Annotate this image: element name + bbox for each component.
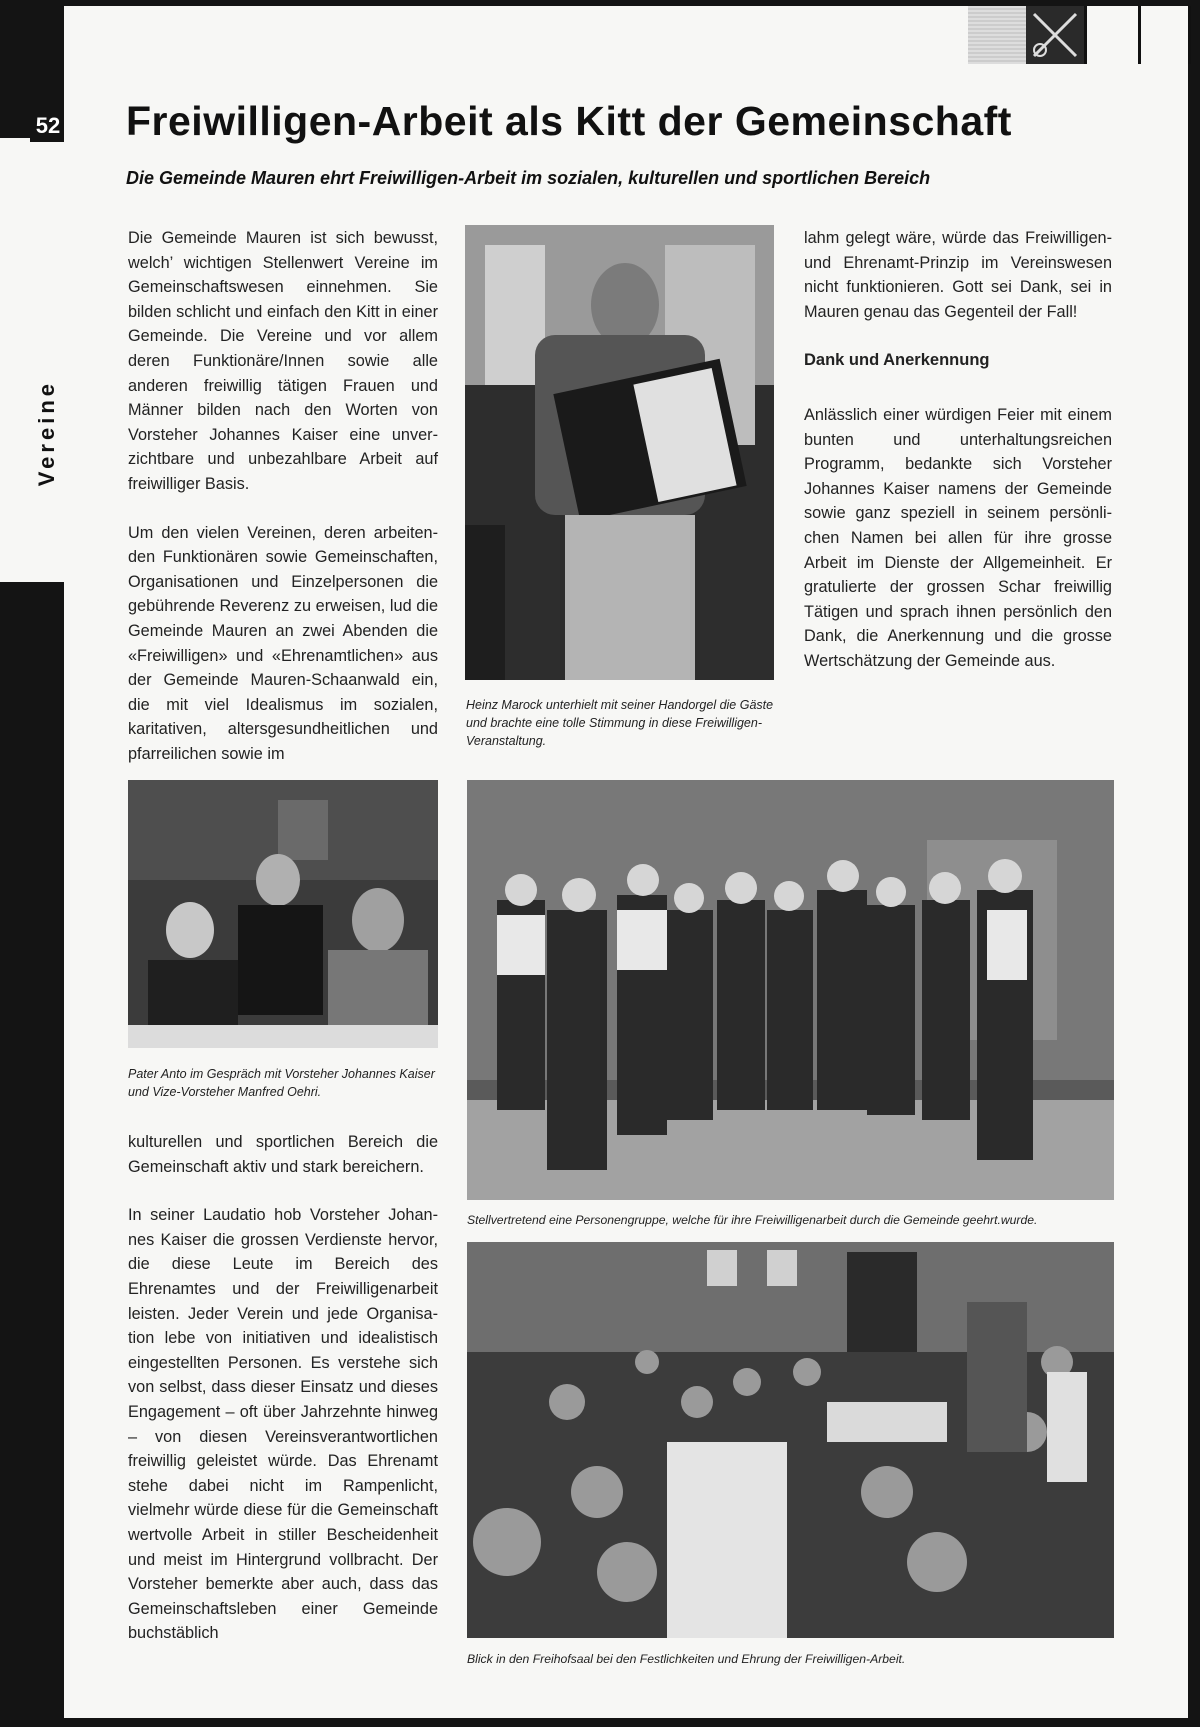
paragraph: Anlässlich einer würdigen Feier mit einem bunten und unterhaltungsreichen Programm, bedankte sich Vorsteher Johannes Kaiser namens der Gemeinde sowie ganz speziell in seinem persönlichen Namen bei allen für ihre grosse Arbeit im Dienste der Allgemeinheit. Er gratulierte der grossen Schar freiwillig Tätigen und sprach ihnen persönlich den Dank, die Anerkennung und die grosse Wertschätzung der Gemeinde aus. [804, 405, 1112, 670]
section-heading: Dank und Anerkennung [804, 351, 990, 370]
corner-mark [968, 6, 1190, 64]
column-right [804, 226, 1112, 698]
page-title: Freiwilligen-Arbeit als Kitt der Gemeinschaft [126, 98, 1012, 144]
page-number: 52 [30, 110, 66, 142]
photo-caption: Stellvertretend eine Personengruppe, welche für ihre Freiwilligenarbeit durch die Gemeinde geehrt.wurde. [467, 1213, 1038, 1227]
photo-honored-group [467, 780, 1114, 1200]
paragraph: kulturellen und sportlichen Bereich die Gemeinschaft aktiv und stark bereichern. [128, 1133, 438, 1176]
column-left-bottom [128, 1130, 438, 1670]
page-subtitle: Die Gemeinde Mauren ehrt Freiwilligen-Arbeit im sozialen, kulturellen und sportlichen Bereich [126, 168, 931, 188]
paragraph: In seiner Laudatio hob Vorsteher Johannes Kaiser die grossen Verdienste hervor, die diese Leute im Bereich des Ehrenamtes und der Freiwilligenarbeit leisten. Jeder Verein und jede Organisation lebe von initiativen und idealistisch eingestellten Personen. Es verstehe sich von selbst, dass dieser Einsatz und dieses Engagement – oft über Jahrzehnte hinweg – von diesen Vereinsverantwortlichen freiwillig geleistet würde. Das Ehrenamt stehe dabei nicht im Rampenlicht, vielmehr würde diese für die Gemeinschaft wertvolle Arbeit in stiller Bescheidenheit und meist im Hintergrund vollbracht. Der Vorsteher bemerkte aber auch, dass das Gemeinschaftsleben einer Gemeinde buchstäblich [128, 1206, 438, 1643]
section-tab [0, 138, 64, 582]
paragraph: Um den vielen Vereinen, deren arbeitenden Funktionären sowie Gemeinschaften, Organisationen und Einzelpersonen die gebührende Reverenz zu erweisen, lud die Gemeinde Mauren an zwei Abenden die «Freiwilligen» und «Ehrenamtlichen» aus der Gemeinde Mauren-Schaanwald ein, die mit viel Idealismus im sozialen, karitativen, altersgesundheitlichen und pfarreilichen sowie im [128, 523, 438, 763]
photo-conversation [128, 780, 438, 1048]
photo-freihofsaal [467, 1242, 1114, 1638]
photo-caption: Heinz Marock unterhielt mit seiner Handorgel die Gäste und brachte eine tolle Stimmung in diese Freiwilligen-Veranstaltung. [466, 698, 774, 748]
paragraph: Die Gemeinde Mauren ist sich bewusst, welch’ wichtigen Stellenwert Vereine im Gemeinschaftswesen einnehmen. Sie bilden schlicht und einfach den Kitt in einer Gemeinde. Die Vereine und vor allem deren Funktionäre/Innen sowie alle anderen freiwillig tätigen Frauen und Männer bilden nach den Worten von Vorsteher Johannes Kaiser eine unverzichtbare und unbezahlbare Arbeit auf freiwilliger Basis. [128, 229, 438, 493]
photo-caption: Blick in den Freihofsaal bei den Festlichkeiten und Ehrung der Freiwilligen-Arbeit. [467, 1652, 906, 1666]
section-label: Vereine [34, 380, 59, 487]
column-left-top [128, 226, 438, 790]
page [64, 6, 1188, 1718]
photo-accordion-player [465, 225, 774, 680]
photo-caption: Pater Anto im Gespräch mit Vorsteher Johannes Kaiser und Vize-Vorsteher Manfred Oehri. [128, 1067, 435, 1099]
paragraph: lahm gelegt wäre, würde das Freiwilligen- und Ehrenamt-Prinzip im Vereinswesen nicht funktionieren. Gott sei Dank, sei in Mauren genau das Gegenteil der Fall! [804, 229, 1112, 321]
scissors-icon [1026, 6, 1084, 64]
